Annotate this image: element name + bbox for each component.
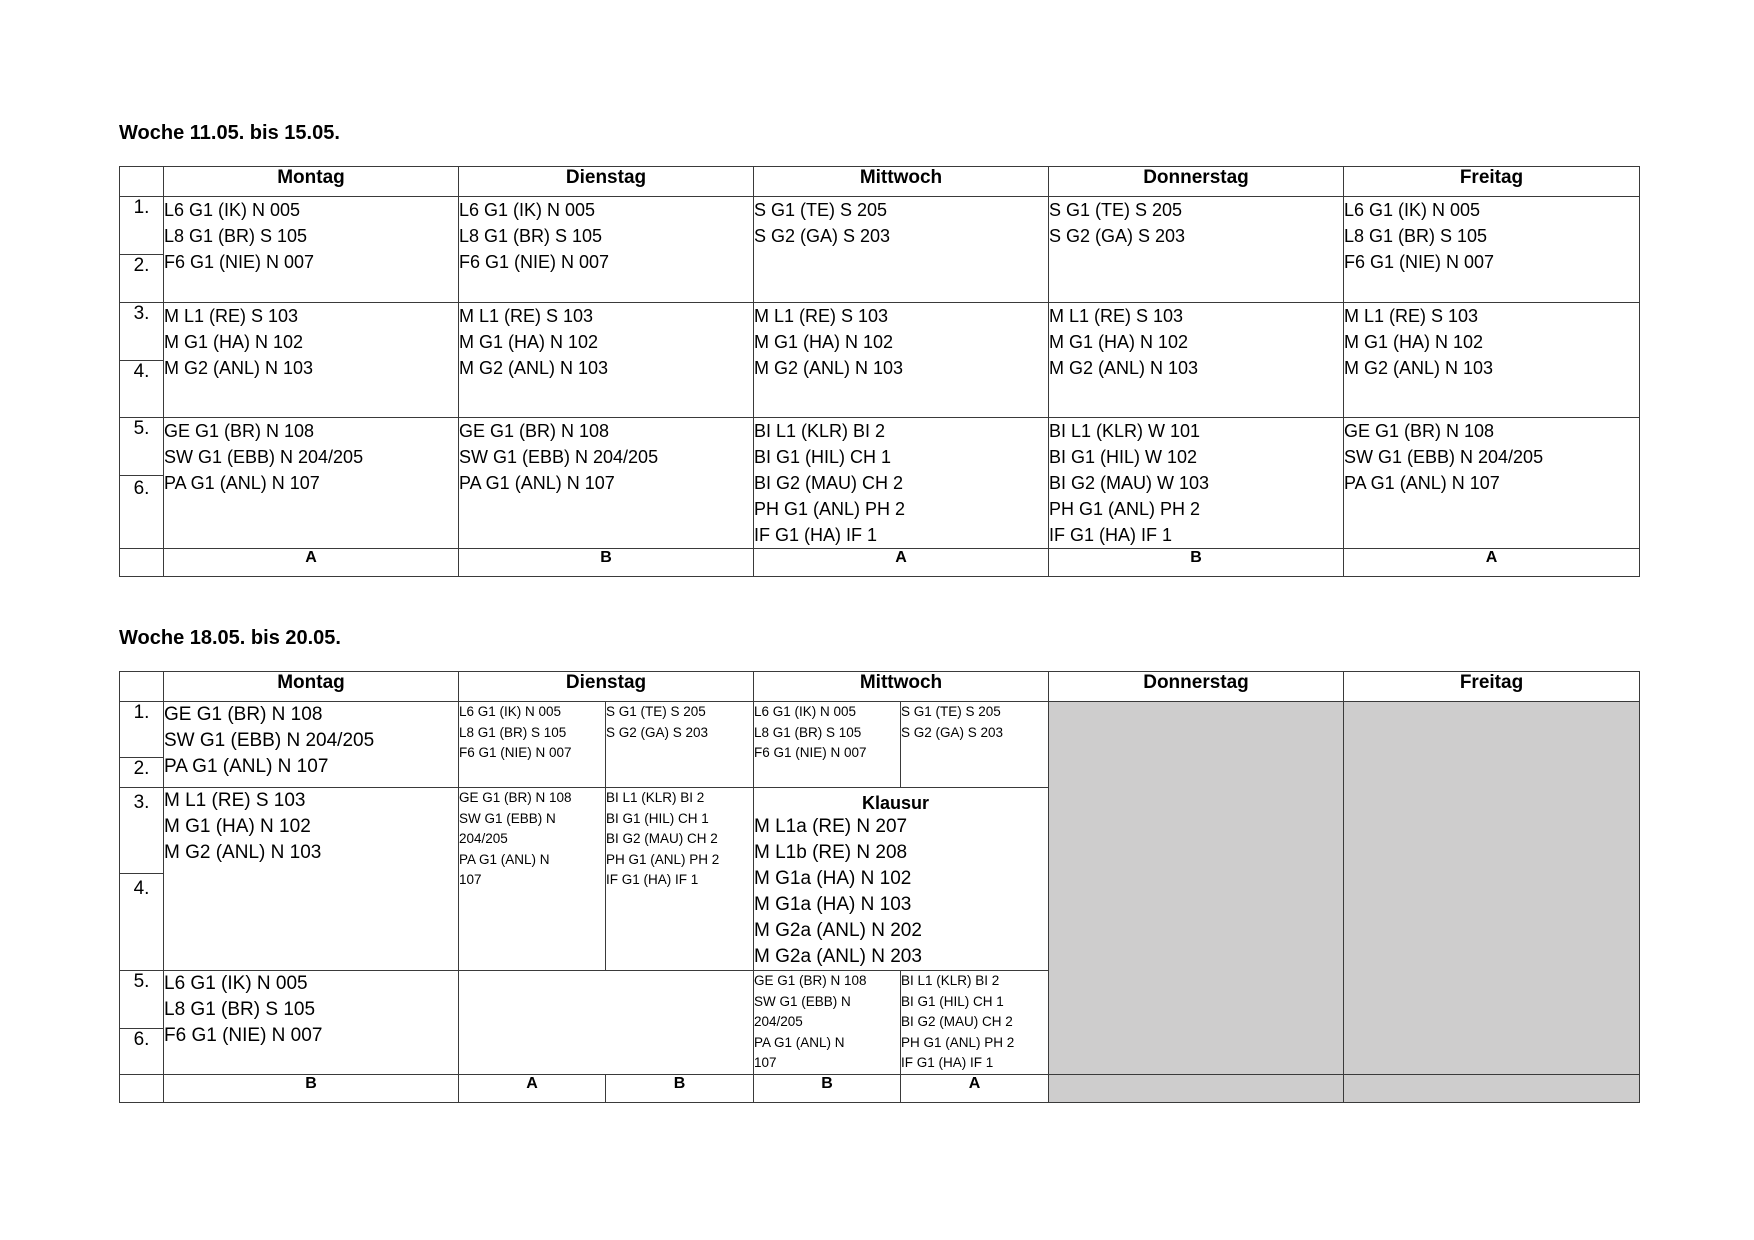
lesson-line: SW G1 (EBB) N 204/205 bbox=[164, 730, 375, 751]
klausur-line: M G2a (ANL) N 202 bbox=[754, 920, 922, 941]
period-number: 1. bbox=[120, 702, 164, 758]
lesson-line: L8 G1 (BR) S 105 bbox=[459, 724, 567, 740]
lesson-line: IF G1 (HA) IF 1 bbox=[1049, 525, 1173, 545]
lesson-line: S G1 (TE) S 205 bbox=[901, 704, 1001, 719]
lesson-line: PA G1 (ANL) N 107 bbox=[1344, 473, 1500, 493]
lesson-line: M L1 (RE) S 103 bbox=[754, 306, 889, 326]
lesson-line: BI G2 (MAU) CH 2 bbox=[754, 473, 904, 493]
lesson-line: L8 G1 (BR) S 105 bbox=[164, 226, 308, 246]
week-type-label: A bbox=[901, 1074, 1049, 1102]
lesson-line: L8 G1 (BR) S 105 bbox=[1344, 226, 1488, 246]
lesson-line: F6 G1 (NIE) N 007 bbox=[459, 252, 610, 272]
lesson-line: GE G1 (BR) N 108 bbox=[754, 973, 867, 988]
week-2-title: Woche 18.05. bis 20.05. bbox=[119, 627, 341, 649]
period-number: 1. bbox=[120, 197, 164, 255]
day-header-donnerstag: Donnerstag bbox=[1049, 672, 1344, 702]
lesson-line: S G2 (GA) S 203 bbox=[754, 226, 891, 246]
lesson-cell bbox=[1049, 303, 1344, 418]
lesson-line: S G2 (GA) S 203 bbox=[901, 724, 1004, 740]
week-1-title: Woche 11.05. bis 15.05. bbox=[119, 122, 340, 144]
footer-corner bbox=[120, 1074, 164, 1102]
lesson-cell bbox=[901, 971, 1049, 1075]
lesson-line: GE G1 (BR) N 108 bbox=[459, 790, 572, 805]
corner-cell bbox=[120, 167, 164, 197]
lesson-line: L6 G1 (IK) N 005 bbox=[459, 704, 562, 719]
lesson-cell bbox=[164, 788, 459, 971]
lesson-line: 204/205 bbox=[459, 831, 508, 846]
period-number: 6. bbox=[120, 1029, 164, 1074]
lesson-line: BI G2 (MAU) CH 2 bbox=[901, 1014, 1013, 1029]
lesson-line: 107 bbox=[459, 872, 482, 887]
day-header-freitag: Freitag bbox=[1344, 167, 1640, 197]
lesson-line: F6 G1 (NIE) N 007 bbox=[459, 745, 572, 760]
lesson-cell bbox=[606, 788, 754, 971]
lesson-cell bbox=[606, 702, 754, 788]
period-number: 2. bbox=[120, 255, 164, 303]
lesson-line: BI G1 (HIL) CH 1 bbox=[901, 993, 1004, 1009]
corner-cell bbox=[120, 672, 164, 702]
lesson-line: M G2 (ANL) N 103 bbox=[459, 358, 609, 378]
lesson-line: PA G1 (ANL) N 107 bbox=[164, 756, 329, 777]
lesson-line: M G1 (HA) N 102 bbox=[164, 332, 304, 352]
lesson-line: M G2 (ANL) N 103 bbox=[164, 358, 314, 378]
period-number: 3. bbox=[120, 788, 164, 874]
lesson-line: S G1 (TE) S 205 bbox=[754, 200, 888, 220]
lesson-cell bbox=[459, 702, 606, 788]
lesson-line: BI G1 (HIL) CH 1 bbox=[754, 447, 892, 467]
lesson-line: BI L1 (KLR) BI 2 bbox=[606, 790, 705, 805]
lesson-line: L6 G1 (IK) N 005 bbox=[1344, 200, 1481, 220]
lesson-line: GE G1 (BR) N 108 bbox=[1344, 421, 1495, 441]
lesson-line: M G2 (ANL) N 103 bbox=[1344, 358, 1494, 378]
lesson-line: M G2 (ANL) N 103 bbox=[1049, 358, 1199, 378]
lesson-line: S G2 (GA) S 203 bbox=[1049, 226, 1186, 246]
lesson-cell bbox=[901, 702, 1049, 788]
klausur-line: M L1a (RE) N 207 bbox=[754, 816, 908, 837]
day-header-dienstag: Dienstag bbox=[459, 167, 754, 197]
empty-cell bbox=[459, 971, 754, 1075]
klausur-cell bbox=[754, 788, 1049, 971]
header-row bbox=[120, 672, 1640, 702]
footer-corner bbox=[120, 549, 164, 577]
lesson-line: L8 G1 (BR) S 105 bbox=[164, 999, 316, 1020]
lesson-line: SW G1 (EBB) N bbox=[459, 810, 556, 826]
lesson-line: SW G1 (EBB) N 204/205 bbox=[1344, 447, 1544, 467]
footer-gray-freitag bbox=[1344, 1074, 1640, 1102]
lesson-line: M G1 (HA) N 102 bbox=[1344, 332, 1484, 352]
lesson-line: M G1 (HA) N 102 bbox=[754, 332, 894, 352]
lesson-line: IF G1 (HA) IF 1 bbox=[606, 872, 699, 887]
lesson-line: 107 bbox=[754, 1055, 777, 1070]
day-header-mittwoch: Mittwoch bbox=[754, 672, 1049, 702]
lesson-line: PH G1 (ANL) PH 2 bbox=[1049, 499, 1201, 519]
lesson-line: M G2 (ANL) N 103 bbox=[754, 358, 904, 378]
week-type-label: B bbox=[606, 1074, 754, 1102]
lesson-line: M G2 (ANL) N 103 bbox=[164, 842, 322, 863]
lesson-cell bbox=[754, 971, 901, 1075]
lesson-line: GE G1 (BR) N 108 bbox=[164, 421, 315, 441]
lesson-line: BI L1 (KLR) BI 2 bbox=[901, 973, 1000, 988]
period-number: 5. bbox=[120, 418, 164, 476]
lesson-cell bbox=[1049, 418, 1344, 549]
footer-row bbox=[120, 1074, 1640, 1102]
period-number: 5. bbox=[120, 971, 164, 1029]
lesson-line: PA G1 (ANL) N bbox=[754, 1034, 845, 1050]
period-number: 2. bbox=[120, 758, 164, 788]
lesson-line: BI G2 (MAU) CH 2 bbox=[606, 831, 718, 846]
lesson-line: PH G1 (ANL) PH 2 bbox=[901, 1034, 1015, 1050]
lesson-cell bbox=[1344, 303, 1640, 418]
lesson-line: SW G1 (EBB) N 204/205 bbox=[164, 447, 364, 467]
lesson-cell bbox=[164, 303, 459, 418]
lesson-cell bbox=[164, 418, 459, 549]
lesson-line: M L1 (RE) S 103 bbox=[459, 306, 594, 326]
no-school-freitag bbox=[1344, 702, 1640, 1075]
lesson-line: M L1 (RE) S 103 bbox=[164, 790, 306, 811]
lesson-line: L6 G1 (IK) N 005 bbox=[164, 200, 301, 220]
lesson-line: F6 G1 (NIE) N 007 bbox=[164, 252, 315, 272]
header-row bbox=[120, 167, 1640, 197]
week-type-label: A bbox=[459, 1074, 606, 1102]
lesson-cell bbox=[459, 197, 754, 303]
klausur-line: M G2a (ANL) N 203 bbox=[754, 946, 922, 967]
period-number: 4. bbox=[120, 361, 164, 418]
lesson-line: PA G1 (ANL) N bbox=[459, 851, 550, 867]
lesson-line: L8 G1 (BR) S 105 bbox=[754, 724, 862, 740]
lesson-cell bbox=[1344, 197, 1640, 303]
period-number: 3. bbox=[120, 303, 164, 361]
lesson-line: BI G2 (MAU) W 103 bbox=[1049, 473, 1210, 493]
day-header-freitag: Freitag bbox=[1344, 672, 1640, 702]
lesson-line: IF G1 (HA) IF 1 bbox=[901, 1055, 994, 1070]
week-type-label: A bbox=[164, 549, 459, 577]
lesson-cell bbox=[754, 702, 901, 788]
week-type-label: B bbox=[1049, 549, 1344, 577]
lesson-cell bbox=[459, 788, 606, 971]
lesson-line: L6 G1 (IK) N 005 bbox=[754, 704, 857, 719]
lesson-cell bbox=[754, 197, 1049, 303]
lesson-line: PH G1 (ANL) PH 2 bbox=[754, 499, 906, 519]
klausur-title: Klausur bbox=[861, 793, 930, 813]
no-school-donnerstag bbox=[1049, 702, 1344, 1075]
lesson-cell bbox=[754, 418, 1049, 549]
footer-gray-donnerstag bbox=[1049, 1074, 1344, 1102]
lesson-cell bbox=[164, 971, 459, 1075]
week-type-label: B bbox=[754, 1074, 901, 1102]
klausur-line: M G1a (HA) N 102 bbox=[754, 868, 912, 889]
klausur-line: M L1b (RE) N 208 bbox=[754, 842, 908, 863]
week-type-label: B bbox=[164, 1074, 459, 1102]
lesson-cell bbox=[459, 418, 754, 549]
lesson-line: BI L1 (KLR) BI 2 bbox=[754, 421, 886, 441]
lesson-line: GE G1 (BR) N 108 bbox=[459, 421, 610, 441]
lesson-line: SW G1 (EBB) N bbox=[754, 993, 851, 1009]
day-header-montag: Montag bbox=[164, 672, 459, 702]
lesson-cell bbox=[754, 303, 1049, 418]
lesson-line: BI G1 (HIL) W 102 bbox=[1049, 447, 1198, 467]
lesson-line: IF G1 (HA) IF 1 bbox=[754, 525, 878, 545]
lesson-line: L8 G1 (BR) S 105 bbox=[459, 226, 603, 246]
lesson-line: S G1 (TE) S 205 bbox=[606, 704, 706, 719]
lesson-cell bbox=[1049, 197, 1344, 303]
day-header-dienstag: Dienstag bbox=[459, 672, 754, 702]
week-type-label: B bbox=[459, 549, 754, 577]
lesson-line: M L1 (RE) S 103 bbox=[164, 306, 299, 326]
lesson-line: M G1 (HA) N 102 bbox=[1049, 332, 1189, 352]
lesson-line: PH G1 (ANL) PH 2 bbox=[606, 851, 720, 867]
period-number: 6. bbox=[120, 476, 164, 549]
lesson-cell bbox=[459, 303, 754, 418]
lesson-line: M G1 (HA) N 102 bbox=[459, 332, 599, 352]
lesson-line: F6 G1 (NIE) N 007 bbox=[1344, 252, 1495, 272]
lesson-line: L6 G1 (IK) N 005 bbox=[164, 973, 308, 994]
lesson-line: F6 G1 (NIE) N 007 bbox=[164, 1025, 323, 1046]
footer-row bbox=[120, 549, 1640, 577]
lesson-line: PA G1 (ANL) N 107 bbox=[459, 473, 615, 493]
week-type-label: A bbox=[1344, 549, 1640, 577]
lesson-line: SW G1 (EBB) N 204/205 bbox=[459, 447, 659, 467]
lesson-line: BI G1 (HIL) CH 1 bbox=[606, 810, 709, 826]
lesson-line: M L1 (RE) S 103 bbox=[1049, 306, 1184, 326]
period-number: 4. bbox=[120, 873, 164, 970]
day-header-donnerstag: Donnerstag bbox=[1049, 167, 1344, 197]
lesson-cell bbox=[164, 197, 459, 303]
week-2-timetable bbox=[119, 671, 1640, 1103]
lesson-line: S G2 (GA) S 203 bbox=[606, 724, 709, 740]
week-1-timetable bbox=[119, 166, 1640, 577]
lesson-line: GE G1 (BR) N 108 bbox=[164, 704, 323, 725]
lesson-line: 204/205 bbox=[754, 1014, 803, 1029]
lesson-line: BI L1 (KLR) W 101 bbox=[1049, 421, 1201, 441]
lesson-line: F6 G1 (NIE) N 007 bbox=[754, 745, 867, 760]
day-header-mittwoch: Mittwoch bbox=[754, 167, 1049, 197]
day-header-montag: Montag bbox=[164, 167, 459, 197]
lesson-line: M L1 (RE) S 103 bbox=[1344, 306, 1479, 326]
lesson-line: S G1 (TE) S 205 bbox=[1049, 200, 1183, 220]
lesson-cell bbox=[164, 702, 459, 788]
week-type-label: A bbox=[754, 549, 1049, 577]
lesson-line: PA G1 (ANL) N 107 bbox=[164, 473, 320, 493]
lesson-cell bbox=[1344, 418, 1640, 549]
lesson-line: L6 G1 (IK) N 005 bbox=[459, 200, 596, 220]
lesson-line: M G1 (HA) N 102 bbox=[164, 816, 311, 837]
klausur-line: M G1a (HA) N 103 bbox=[754, 894, 912, 915]
